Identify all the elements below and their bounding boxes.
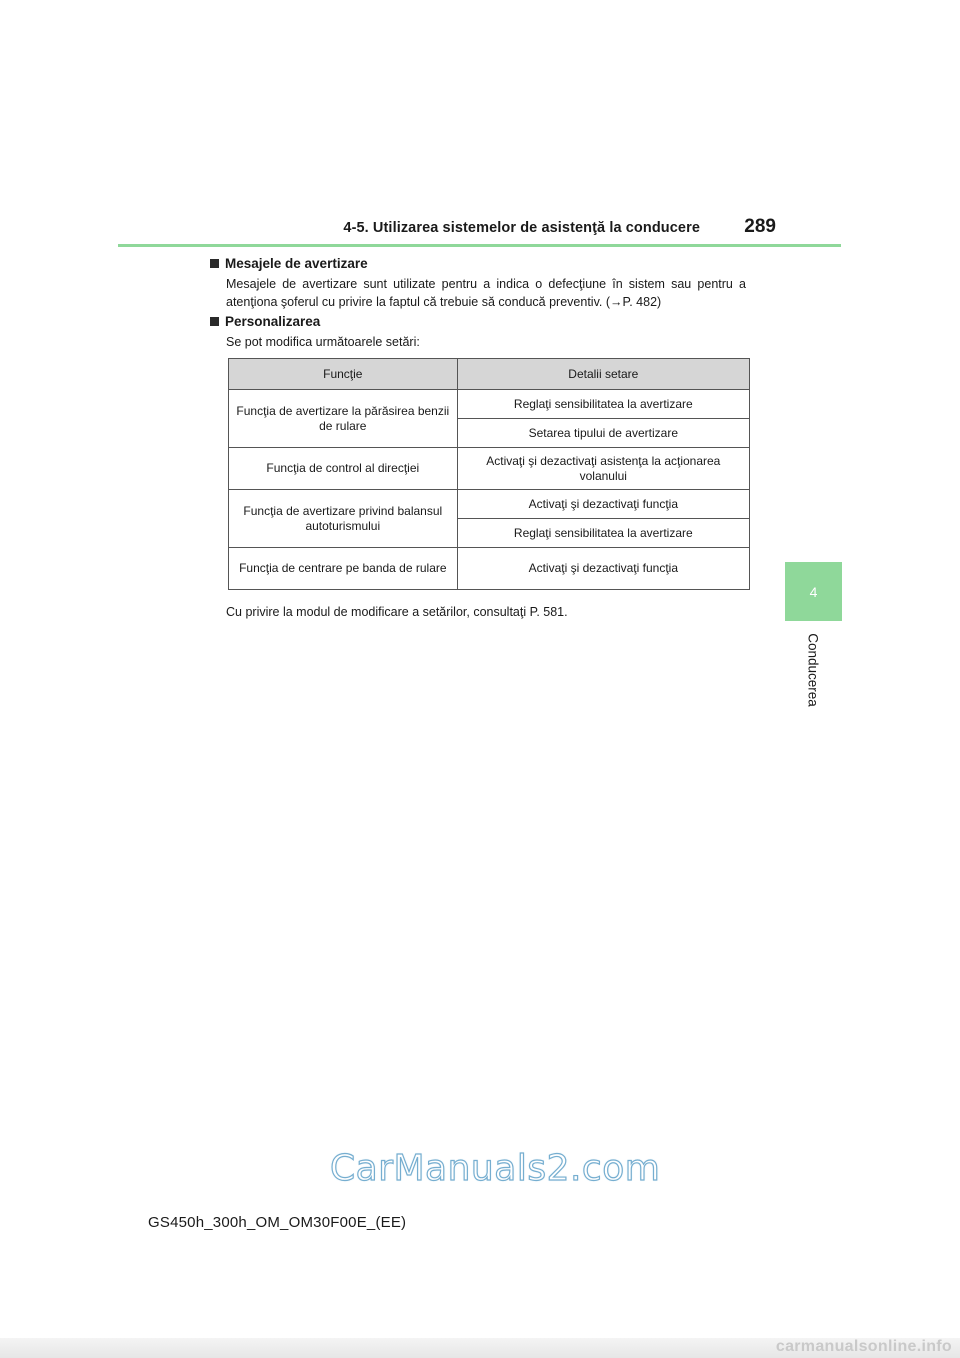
settings-table <box>228 358 750 590</box>
section-text-warnings: Mesajele de avertizare sunt utilizate pentru a indica o defecţiune în sistem sau pentru a atenţiona şoferul cu privire la faptul că trebuie să conducă preventiv. (→P. 482) <box>226 277 746 309</box>
bullet-square-icon <box>210 259 219 268</box>
page-number: 289 <box>744 216 776 237</box>
table-cell-detail: Setarea tipului de avertizare <box>457 419 749 448</box>
section-heading-warnings <box>210 256 368 271</box>
table-cell-detail: Reglaţi sensibilitatea la avertizare <box>457 390 749 419</box>
table-row <box>229 490 750 519</box>
chapter-label-text: Conducerea <box>805 633 821 707</box>
table-cell-function: Funcţia de control al direcţiei <box>229 448 458 490</box>
table-cell-detail: Activaţi şi dezactivaţi funcţia <box>457 548 749 590</box>
bullet-square-icon <box>210 317 219 326</box>
table-header-details: Detalii setare <box>457 359 749 390</box>
footer-doc-code: GS450h_300h_OM_OM30F00E_(EE) <box>148 1214 407 1231</box>
chapter-tab: 4 <box>785 562 842 621</box>
table-cell-function: Funcţia de avertizare la părăsirea benzii de rulare <box>229 390 458 448</box>
watermark-bar <box>0 1338 960 1358</box>
table-row <box>229 448 750 490</box>
table-cell-function: Funcţia de centrare pe banda de rulare <box>229 548 458 590</box>
header-section-title: 4-5. Utilizarea sistemelor de asistenţă la conducere <box>343 220 700 236</box>
table-header-row <box>229 359 750 390</box>
table-header-function: Funcţie <box>229 359 458 390</box>
header-rule <box>118 244 841 247</box>
watermark-logo: CarManuals2.com <box>330 1148 661 1189</box>
table-cell-detail: Activaţi şi dezactivaţi funcţia <box>457 490 749 519</box>
watermark-bar-text: carmanualsonline.info <box>775 1338 952 1355</box>
section-text-customization: Se pot modifica următoarele setări: <box>226 335 420 349</box>
table-cell-function: Funcţia de avertizare privind balansul autoturismului <box>229 490 458 548</box>
table-row <box>229 390 750 419</box>
table-cell-detail: Reglaţi sensibilitatea la avertizare <box>457 519 749 548</box>
section-heading-customization <box>210 314 320 329</box>
table-cell-detail: Activaţi şi dezactivaţi asistenţa la acţionarea volanului <box>457 448 749 490</box>
settings-note: Cu privire la modul de modificare a setărilor, consultaţi P. 581. <box>226 605 568 619</box>
section-heading-text: Mesajele de avertizare <box>225 256 368 271</box>
table-row <box>229 548 750 590</box>
section-heading-text: Personalizarea <box>225 314 321 329</box>
